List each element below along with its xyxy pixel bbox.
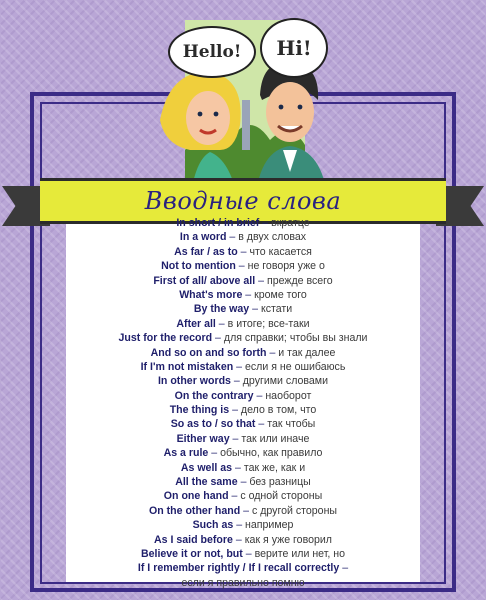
phrase-ru: обычно, как правило [220, 447, 323, 460]
phrase-ru: так чтобы [267, 418, 316, 431]
phrase-ru: кроме того [254, 288, 307, 301]
phrase-en: In other words [157, 375, 231, 388]
list-item: In short / in brief – вкратце [176, 217, 310, 229]
phrase-ru: не говоря уже о [247, 260, 325, 273]
list-item: On one hand – с одной стороны [163, 490, 323, 503]
phrase-list [66, 216, 420, 590]
phrase-en: On one hand [163, 490, 229, 503]
phrase-en: Just for the record [118, 332, 213, 345]
phrase-ru: для справки; чтобы вы знали [223, 332, 368, 345]
phrase-en: Believe it or not, but [140, 547, 243, 560]
phrase-ru: кстати [260, 303, 293, 316]
phrase-ru: например [245, 519, 294, 532]
phrase-ru: в двух словах [238, 231, 307, 244]
list-item: And so on and so forth – и так далее [150, 346, 336, 359]
list-item: All the same – без разницы [175, 476, 311, 489]
phrase-ru: если я правильно помню [181, 576, 305, 589]
phrase-en: After all [176, 317, 216, 330]
phrase-en: The thing is [169, 404, 230, 417]
phrase-en: As a rule [163, 447, 209, 460]
list-item [66, 576, 420, 590]
list-item: As a rule – обычно, как правило [163, 447, 323, 460]
list-item: As well as – так же, как и [180, 461, 306, 474]
phrase-en: On the contrary [174, 389, 254, 402]
phrase-ru: так же, как и [243, 461, 306, 474]
list-item: The thing is – дело в том, что [169, 404, 317, 417]
list-item: Just for the record – для справки; чтобы вы знали [118, 332, 368, 345]
phrase-ru: без разницы [249, 476, 311, 489]
building [242, 100, 250, 150]
phrase-en: If I remember rightly / If I recall correctly [137, 562, 340, 575]
phrase-ru: верите или нет, но [254, 547, 346, 560]
phrase-en: Either way [176, 432, 230, 445]
hi-speech-bubble [260, 18, 328, 78]
phrase-en: In a word [179, 231, 227, 244]
list-item: In other words – другими словами [157, 375, 329, 388]
phrase-en: On the other hand [148, 504, 241, 517]
phrase-en: If I'm not mistaken [140, 360, 234, 373]
phrase-en: As well as [180, 461, 233, 474]
phrase-ru: с одной стороны [240, 490, 323, 503]
list-item: By the way – кстати [193, 303, 293, 316]
list-item: What's more – кроме того [179, 288, 307, 301]
phrase-ru: наоборот [265, 389, 312, 402]
hi-text: Hi! [276, 36, 312, 60]
phrase-ru: что касается [249, 245, 312, 258]
phrase-ru: вкратце [271, 217, 310, 229]
phrase-ru: с другой стороны [251, 504, 338, 517]
list-item: If I remember rightly / If I recall correctly – [137, 562, 349, 575]
list-item: First of all/ above all – прежде всего [153, 274, 333, 287]
list-item: After all – в итоге; все-таки [176, 317, 310, 330]
list-item: Not to mention – не говоря уже о [161, 260, 325, 273]
list-item: On the contrary – наоборот [174, 389, 312, 402]
phrase-ru: прежде всего [266, 274, 333, 287]
list-item: If I'm not mistaken – если я не ошибаюсь [140, 360, 346, 373]
phrase-en: As I said before [154, 533, 233, 546]
phrase-en: Such as [192, 519, 234, 532]
phrase-en: By the way [193, 303, 250, 316]
phrase-ru: так или иначе [241, 432, 310, 445]
phrase-en: What's more [179, 288, 243, 301]
phrase-ru: дело в том, что [240, 404, 317, 417]
phrase-en: In short / in brief [176, 217, 260, 229]
phrase-en: As far / as to [174, 245, 238, 258]
phrase-ru: и так далее [278, 346, 336, 359]
phrase-en: So as to / so that [170, 418, 256, 431]
page-title: Вводные слова [144, 187, 342, 215]
hello-speech-bubble [168, 26, 256, 78]
list-item: So as to / so that – так чтобы [170, 418, 316, 431]
list-item: Believe it or not, but – верите или нет, но [140, 547, 346, 560]
list-item: In a word – в двух словах [179, 231, 307, 244]
phrase-en: All the same [175, 476, 238, 489]
phrase-ru: другими словами [242, 375, 329, 388]
phrase-ru: в итоге; все-таки [227, 317, 310, 330]
list-item: As I said before – как я уже говорил [154, 533, 332, 546]
list-item: On the other hand – с другой стороны [148, 504, 338, 517]
phrase-en: Not to mention [161, 260, 236, 273]
man-face [266, 82, 314, 142]
woman-face [186, 91, 230, 145]
phrase-en: And so on and so forth [150, 346, 267, 359]
phrase-en: First of all/ above all [153, 274, 256, 287]
list-item: Either way – так или иначе [176, 432, 310, 445]
phrase-ru: как я уже говорил [244, 533, 332, 546]
phrase-ru: если я не ошибаюсь [244, 360, 346, 373]
hello-text: Hello! [182, 42, 242, 62]
list-item: As far / as to – что касается [174, 245, 312, 258]
list-item: Such as – например [192, 519, 294, 532]
